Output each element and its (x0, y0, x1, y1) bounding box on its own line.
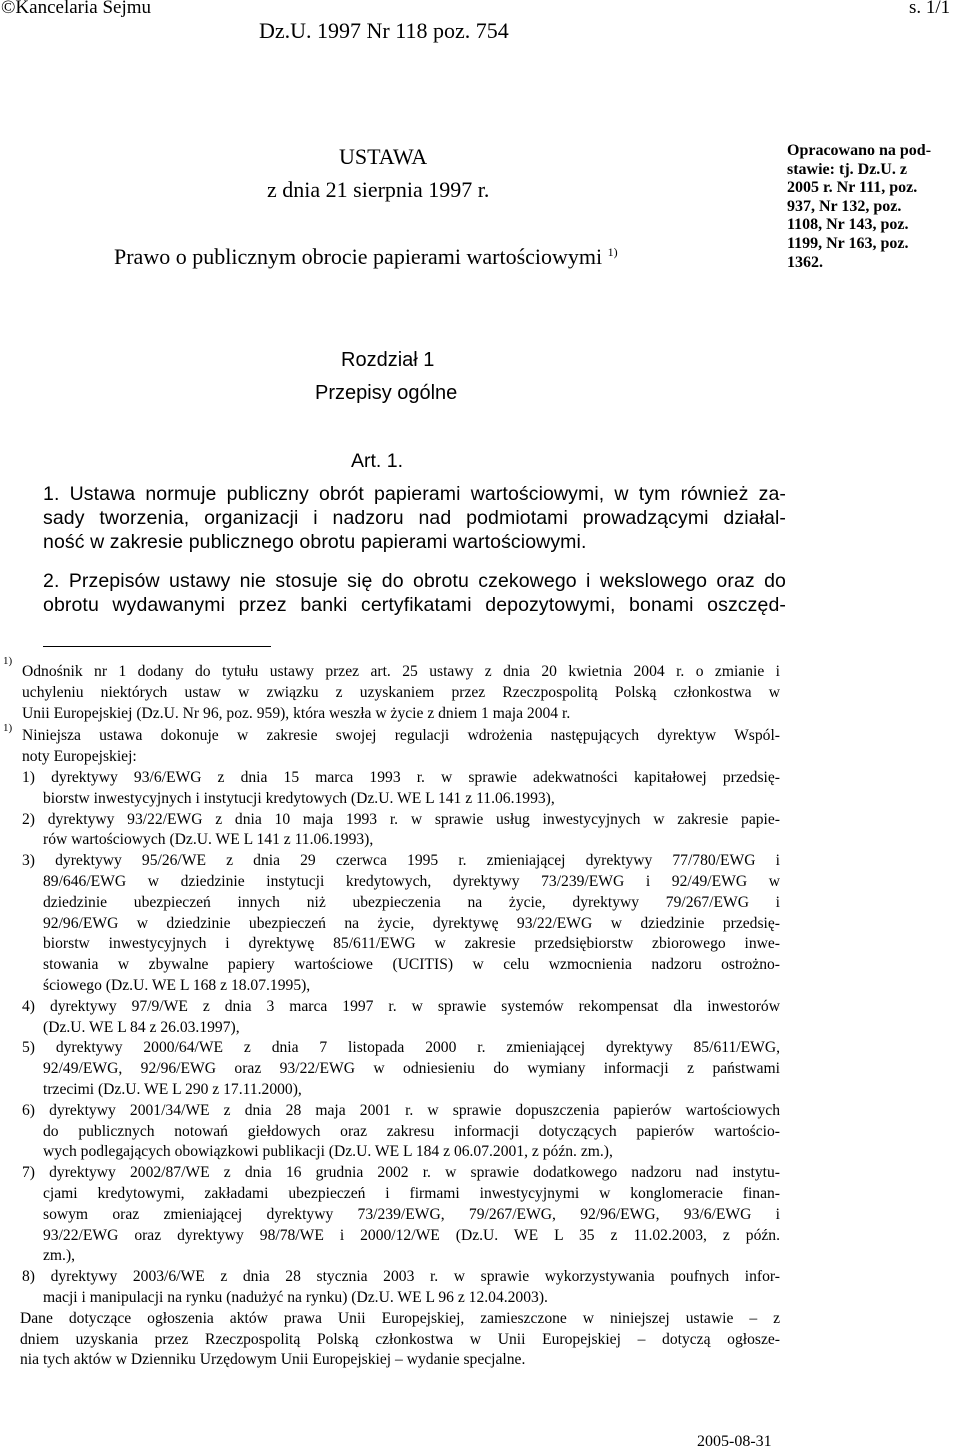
footnote-separator (43, 646, 271, 647)
paragraph-line: ność w zakresie publicznego obrotu papierami wartościowymi. (43, 531, 587, 553)
source-note-line: 2005 r. Nr 111, poz. (787, 179, 918, 197)
directive-item (22, 1101, 780, 1163)
page-number: s. 1/1 (909, 0, 951, 18)
chapter-number: Rozdział 1 (341, 349, 435, 371)
closing-line: Dane dotyczące ogłoszenia aktów prawa Unii Europejskiej, zamieszczone w niniejszej ustawie – z (20, 1309, 780, 1327)
footnote-marker: 1) (3, 655, 13, 667)
directive-line: wych podlegających obowiązkowi publikacji (Dz.U. WE L 184 z 06.07.2001, z późn. zm.), (43, 1143, 613, 1161)
paragraph-line: sady tworzenia, organizacji i nadzoru nad podmiotami prowadzącymi działal- (43, 507, 786, 529)
journal-reference: Dz.U. 1997 Nr 118 poz. 754 (259, 18, 509, 43)
directive-line: trzecimi (Dz.U. WE L 290 z 17.11.2000), (43, 1080, 302, 1098)
directive-line: 92/96/EWG w dziedzinie ubezpieczeń na życie, dyrektywę 93/22/EWG w dziedzinie przedsię- (43, 914, 780, 932)
source-note-line: 937, Nr 132, poz. (787, 197, 902, 215)
directive-line: ściowego (Dz.U. WE L 168 z 18.07.1995), (43, 976, 311, 994)
directive-line: macji i manipulacji na rynku (nadużyć na rynku) (Dz.U. WE L 96 z 12.04.2003). (43, 1288, 548, 1306)
directive-line: 8) dyrektywy 2003/6/WE z dnia 28 stycznia 2003 r. w sprawie wykorzystywania poufnych infor- (22, 1268, 780, 1286)
directive-line: rów wartościowych (Dz.U. WE L 141 z 11.06.1993), (43, 831, 374, 849)
directive-line: 3) dyrektywy 95/26/WE z dnia 29 czerwca 1995 r. zmieniającej dyrektywy 77/780/EWG i (22, 852, 780, 870)
directive-line: stowania w zbywalne papiery wartościowe (UCITIS) w celu wzmocnienia nadzoru ostrożno- (43, 956, 780, 974)
act-title (114, 243, 618, 274)
directive-line: 92/49/EWG, 92/96/EWG oraz 93/22/EWG w odniesieniu do wymiany informacji z państwami (43, 1060, 780, 1078)
directive-line: zm.), (43, 1247, 76, 1265)
source-note (787, 142, 957, 272)
footnote-marker: 1) (3, 722, 13, 734)
act-title-text: Prawo o publicznym obrocie papierami wartościowymi (114, 244, 603, 269)
header-copyright: ©Kancelaria Sejmu (1, 0, 152, 18)
footnote-line: Niniejsza ustawa dokonuje w zakresie swojej regulacji wdrożenia następujących dyrektyw Wspól- (22, 727, 780, 744)
paragraph-line: 2. Przepisów ustawy nie stosuje się do obrotu czekowego i wekslowego oraz do (43, 570, 786, 592)
directive-item (22, 1163, 780, 1267)
directive-line: do publicznych notowań giełdowych oraz zakresu informacji dotyczących papierów wartościo- (43, 1122, 780, 1140)
directive-line: dziedzinie ubezpieczeń innych niż ubezpieczenia na życie, dyrektywy 79/267/EWG i (43, 893, 780, 911)
directive-item (22, 851, 780, 997)
paragraph-line: obrotu wydawanymi przez banki certyfikatami depozytowymi, bonami oszczęd- (43, 594, 786, 616)
directive-item (22, 997, 780, 1039)
source-note-line: 1199, Nr 163, poz. (787, 234, 909, 252)
footnote-line: Odnośnik nr 1 dodany do tytułu ustawy przez art. 25 ustawy z dnia 20 kwietnia 2004 r. o zmianie i (22, 663, 780, 680)
directive-line: (Dz.U. WE L 84 z 26.03.1997), (43, 1018, 240, 1036)
source-note-line: stawie: tj. Dz.U. z (787, 160, 907, 178)
footnote-1 (22, 662, 780, 724)
directive-line: biorstw inwestycyjnych i instytucji kredytowych (Dz.U. WE L 141 z 11.06.1993), (43, 789, 555, 807)
directive-line: 2) dyrektywy 93/22/EWG z dnia 10 maja 1993 r. w sprawie usług inwestycyjnych w zakresie papie- (22, 810, 780, 828)
directive-line: 4) dyrektywy 97/9/WE z dnia 3 marca 1997 r. w sprawie systemów rekompensat dla inwestorów (22, 997, 780, 1015)
directive-line: 5) dyrektywy 2000/64/WE z dnia 7 listopada 2000 r. zmieniającej dyrektywy 85/611/EWG, (22, 1039, 780, 1057)
directive-line: 1) dyrektywy 93/6/EWG z dnia 15 marca 1993 r. w sprawie adekwatności kapitałowej przedsię- (22, 769, 780, 786)
chapter-name: Przepisy ogólne (315, 382, 458, 404)
source-note-line: 1362. (787, 253, 823, 271)
paragraph-line: 1. Ustawa normuje publiczny obrót papierami wartościowymi, w tym również za- (43, 483, 786, 505)
act-type: USTAWA (339, 144, 428, 169)
closing-line: dniem uzyskania przez Rzeczpospolitą Polską członkostwa w Unii Europejskiej – dotyczą ogłosze- (20, 1330, 780, 1348)
footnote-2-intro (22, 726, 780, 768)
closing-note (20, 1309, 780, 1371)
directive-line: 7) dyrektywy 2002/87/WE z dnia 16 grudnia 2002 r. w sprawie dodatkowego nadzoru nad instytu- (22, 1164, 780, 1182)
directive-item (22, 768, 780, 810)
article-paragraph-1 (43, 482, 786, 554)
directive-line: biorstw inwestycyjnych i dyrektywę 85/611/EWG w zakresie przedsiębiorstw zbiorowego inwe- (43, 935, 780, 953)
directive-line: cjami kredytowymi, zakładami ubezpieczeń i firmami inwestycyjnymi w konglomeracie finan- (43, 1184, 780, 1202)
source-note-line: Opracowano na pod- (787, 142, 932, 159)
directive-line: 89/646/EWG w dziedzinie instytucji kredytowych, dyrektywy 73/239/EWG i 92/49/EWG w (43, 872, 780, 890)
article-paragraph-2 (43, 569, 786, 617)
act-date: z dnia 21 sierpnia 1997 r. (267, 177, 490, 202)
directive-line: 6) dyrektywy 2001/34/WE z dnia 28 maja 2001 r. w sprawie dopuszczenia papierów wartościowych (22, 1101, 780, 1119)
directive-line: 93/22/EWG oraz dyrektywy 98/78/WE i 2000/12/WE (Dz.U. WE L 35 z 11.02.2003, z późn. (43, 1226, 780, 1244)
source-note-line: 1108, Nr 143, poz. (787, 216, 909, 234)
directive-line: sowym oraz zmieniającej dyrektywy 73/239/EWG, 79/267/EWG, 92/96/EWG, 93/6/EWG i (43, 1205, 780, 1223)
title-footnote-ref: 1) (607, 245, 618, 259)
directive-item (22, 810, 780, 852)
footnote-line: Unii Europejskiej (Dz.U. Nr 96, poz. 959), która weszła w życie z dniem 1 maja 2004 r. (22, 704, 571, 722)
footer-date: 2005-08-31 (697, 1433, 772, 1450)
directive-item (22, 1267, 780, 1309)
directive-item (22, 1038, 780, 1100)
closing-line: nia tych aktów w Dzienniku Urzędowym Unii Europejskiej – wydanie specjalne. (20, 1351, 526, 1369)
directive-list (22, 768, 780, 1371)
article-heading: Art. 1. (351, 450, 404, 472)
footnote-line: uchyleniu niektórych ustaw w związku z uzyskaniem przez Rzeczpospolitą Polską członkostwa w (22, 683, 780, 701)
footnote-line: noty Europejskiej: (22, 747, 137, 765)
